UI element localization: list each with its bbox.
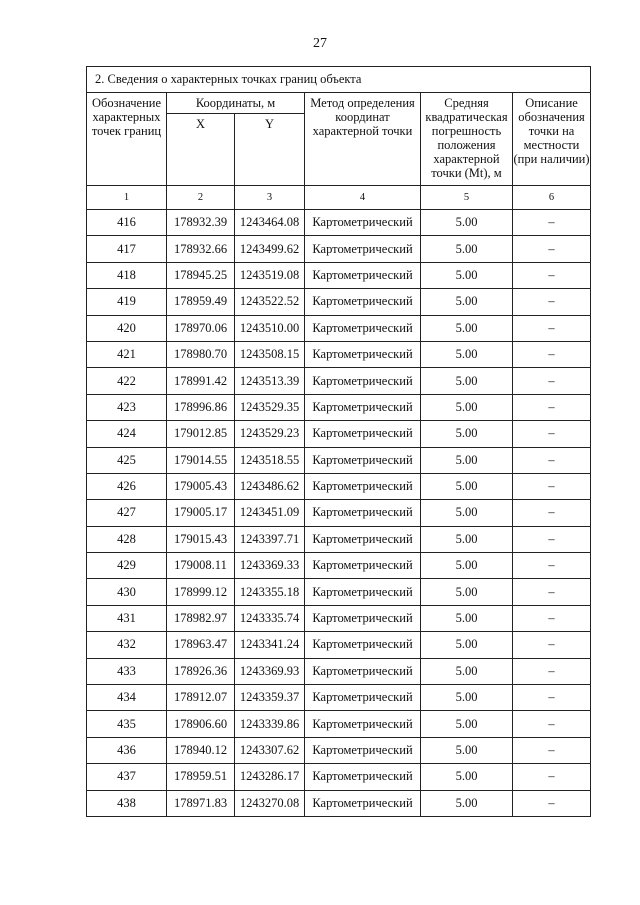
table-row (87, 236, 591, 262)
method-cell: Картометрический (305, 236, 421, 262)
accuracy-cell: 5.00 (421, 236, 513, 262)
description-cell: – (513, 473, 591, 499)
x-coordinate-cell: 178963.47 (167, 632, 235, 658)
method-cell: Картометрический (305, 500, 421, 526)
method-cell: Картометрический (305, 711, 421, 737)
point-id-cell: 433 (87, 658, 167, 684)
accuracy-cell: 5.00 (421, 289, 513, 315)
header-method: Метод определения координат характерной точки (305, 93, 421, 186)
point-id-cell: 418 (87, 262, 167, 288)
header-coordinates: Координаты, м (167, 93, 305, 114)
y-coordinate-cell: 1243486.62 (235, 473, 305, 499)
description-cell: – (513, 605, 591, 631)
description-cell: – (513, 262, 591, 288)
y-coordinate-cell: 1243359.37 (235, 685, 305, 711)
accuracy-cell: 5.00 (421, 685, 513, 711)
method-cell: Картометрический (305, 764, 421, 790)
x-coordinate-cell: 178932.66 (167, 236, 235, 262)
table-row (87, 605, 591, 631)
point-id-cell: 426 (87, 473, 167, 499)
description-cell: – (513, 658, 591, 684)
boundary-points-table (86, 66, 591, 817)
column-number: 6 (513, 186, 591, 210)
x-coordinate-cell: 179008.11 (167, 553, 235, 579)
accuracy-cell: 5.00 (421, 526, 513, 552)
method-cell: Картометрический (305, 737, 421, 763)
x-coordinate-cell: 178912.07 (167, 685, 235, 711)
description-cell: – (513, 394, 591, 420)
accuracy-cell: 5.00 (421, 421, 513, 447)
x-coordinate-cell: 178959.49 (167, 289, 235, 315)
point-id-cell: 430 (87, 579, 167, 605)
y-coordinate-cell: 1243518.55 (235, 447, 305, 473)
method-cell: Картометрический (305, 605, 421, 631)
description-cell: – (513, 553, 591, 579)
header-point-designation: Обозначение характерных точек границ (87, 93, 167, 186)
y-coordinate-cell: 1243335.74 (235, 605, 305, 631)
description-cell: – (513, 236, 591, 262)
table-row (87, 394, 591, 420)
method-cell: Картометрический (305, 473, 421, 499)
method-cell: Картометрический (305, 658, 421, 684)
table-row (87, 368, 591, 394)
y-coordinate-cell: 1243270.08 (235, 790, 305, 816)
accuracy-cell: 5.00 (421, 341, 513, 367)
header-x: X (167, 114, 235, 186)
point-id-cell: 425 (87, 447, 167, 473)
header-accuracy: Средняя квадратическая погрешность положения характерной точки (Mt), м (421, 93, 513, 186)
table-row (87, 526, 591, 552)
point-id-cell: 438 (87, 790, 167, 816)
method-cell: Картометрический (305, 341, 421, 367)
description-cell: – (513, 341, 591, 367)
point-id-cell: 417 (87, 236, 167, 262)
description-cell: – (513, 315, 591, 341)
x-coordinate-cell: 178999.12 (167, 579, 235, 605)
accuracy-cell: 5.00 (421, 737, 513, 763)
accuracy-cell: 5.00 (421, 368, 513, 394)
x-coordinate-cell: 178980.70 (167, 341, 235, 367)
method-cell: Картометрический (305, 210, 421, 236)
x-coordinate-cell: 178940.12 (167, 737, 235, 763)
table-row (87, 553, 591, 579)
x-coordinate-cell: 179005.17 (167, 500, 235, 526)
accuracy-cell: 5.00 (421, 315, 513, 341)
y-coordinate-cell: 1243464.08 (235, 210, 305, 236)
x-coordinate-cell: 178971.83 (167, 790, 235, 816)
y-coordinate-cell: 1243369.93 (235, 658, 305, 684)
point-id-cell: 424 (87, 421, 167, 447)
y-coordinate-cell: 1243369.33 (235, 553, 305, 579)
method-cell: Картометрический (305, 394, 421, 420)
x-coordinate-cell: 179005.43 (167, 473, 235, 499)
method-cell: Картометрический (305, 632, 421, 658)
y-coordinate-cell: 1243307.62 (235, 737, 305, 763)
x-coordinate-cell: 178959.51 (167, 764, 235, 790)
method-cell: Картометрический (305, 685, 421, 711)
y-coordinate-cell: 1243513.39 (235, 368, 305, 394)
accuracy-cell: 5.00 (421, 210, 513, 236)
y-coordinate-cell: 1243529.23 (235, 421, 305, 447)
point-id-cell: 432 (87, 632, 167, 658)
description-cell: – (513, 500, 591, 526)
x-coordinate-cell: 178982.97 (167, 605, 235, 631)
x-coordinate-cell: 178996.86 (167, 394, 235, 420)
x-coordinate-cell: 178906.60 (167, 711, 235, 737)
description-cell: – (513, 579, 591, 605)
x-coordinate-cell: 178932.39 (167, 210, 235, 236)
method-cell: Картометрический (305, 368, 421, 394)
x-coordinate-cell: 178945.25 (167, 262, 235, 288)
accuracy-cell: 5.00 (421, 579, 513, 605)
table-row (87, 210, 591, 236)
section-title: 2. Сведения о характерных точках границ объекта (87, 67, 591, 93)
description-cell: – (513, 632, 591, 658)
method-cell: Картометрический (305, 553, 421, 579)
accuracy-cell: 5.00 (421, 764, 513, 790)
description-cell: – (513, 289, 591, 315)
table-row (87, 341, 591, 367)
y-coordinate-cell: 1243341.24 (235, 632, 305, 658)
table-row (87, 421, 591, 447)
accuracy-cell: 5.00 (421, 632, 513, 658)
x-coordinate-cell: 179012.85 (167, 421, 235, 447)
y-coordinate-cell: 1243286.17 (235, 764, 305, 790)
table-row (87, 632, 591, 658)
x-coordinate-cell: 179015.43 (167, 526, 235, 552)
table-row (87, 711, 591, 737)
x-coordinate-cell: 178991.42 (167, 368, 235, 394)
accuracy-cell: 5.00 (421, 790, 513, 816)
point-id-cell: 421 (87, 341, 167, 367)
point-id-cell: 434 (87, 685, 167, 711)
method-cell: Картометрический (305, 421, 421, 447)
table-header (87, 67, 591, 210)
x-coordinate-cell: 179014.55 (167, 447, 235, 473)
page-number: 27 (313, 36, 327, 51)
description-cell: – (513, 685, 591, 711)
point-id-cell: 431 (87, 605, 167, 631)
description-cell: – (513, 447, 591, 473)
accuracy-cell: 5.00 (421, 605, 513, 631)
table-row (87, 500, 591, 526)
column-number: 2 (167, 186, 235, 210)
description-cell: – (513, 737, 591, 763)
description-cell: – (513, 368, 591, 394)
x-coordinate-cell: 178970.06 (167, 315, 235, 341)
y-coordinate-cell: 1243499.62 (235, 236, 305, 262)
y-coordinate-cell: 1243510.00 (235, 315, 305, 341)
y-coordinate-cell: 1243451.09 (235, 500, 305, 526)
column-numbers-row (87, 186, 591, 210)
method-cell: Картометрический (305, 526, 421, 552)
point-id-cell: 416 (87, 210, 167, 236)
method-cell: Картометрический (305, 579, 421, 605)
header-y: Y (235, 114, 305, 186)
accuracy-cell: 5.00 (421, 447, 513, 473)
table-row (87, 289, 591, 315)
column-number: 3 (235, 186, 305, 210)
x-coordinate-cell: 178926.36 (167, 658, 235, 684)
table-row (87, 473, 591, 499)
method-cell: Картометрический (305, 262, 421, 288)
point-id-cell: 437 (87, 764, 167, 790)
table-row (87, 658, 591, 684)
accuracy-cell: 5.00 (421, 394, 513, 420)
description-cell: – (513, 790, 591, 816)
table-row (87, 262, 591, 288)
header-description: Описание обозначения точки на местности (при наличии) (513, 93, 591, 186)
point-id-cell: 429 (87, 553, 167, 579)
method-cell: Картометрический (305, 315, 421, 341)
y-coordinate-cell: 1243397.71 (235, 526, 305, 552)
accuracy-cell: 5.00 (421, 711, 513, 737)
y-coordinate-cell: 1243519.08 (235, 262, 305, 288)
point-id-cell: 436 (87, 737, 167, 763)
description-cell: – (513, 764, 591, 790)
point-id-cell: 428 (87, 526, 167, 552)
description-cell: – (513, 421, 591, 447)
y-coordinate-cell: 1243508.15 (235, 341, 305, 367)
accuracy-cell: 5.00 (421, 262, 513, 288)
point-id-cell: 420 (87, 315, 167, 341)
point-id-cell: 435 (87, 711, 167, 737)
description-cell: – (513, 210, 591, 236)
table-row (87, 579, 591, 605)
accuracy-cell: 5.00 (421, 658, 513, 684)
accuracy-cell: 5.00 (421, 500, 513, 526)
column-number: 5 (421, 186, 513, 210)
point-id-cell: 423 (87, 394, 167, 420)
description-cell: – (513, 526, 591, 552)
table-row (87, 737, 591, 763)
method-cell: Картометрический (305, 790, 421, 816)
column-number: 1 (87, 186, 167, 210)
table-row (87, 447, 591, 473)
table-row (87, 790, 591, 816)
y-coordinate-cell: 1243355.18 (235, 579, 305, 605)
method-cell: Картометрический (305, 447, 421, 473)
y-coordinate-cell: 1243522.52 (235, 289, 305, 315)
y-coordinate-cell: 1243529.35 (235, 394, 305, 420)
method-cell: Картометрический (305, 289, 421, 315)
description-cell: – (513, 711, 591, 737)
table-row (87, 315, 591, 341)
accuracy-cell: 5.00 (421, 553, 513, 579)
column-number: 4 (305, 186, 421, 210)
table-row (87, 685, 591, 711)
point-id-cell: 419 (87, 289, 167, 315)
point-id-cell: 422 (87, 368, 167, 394)
table-body (87, 210, 591, 817)
accuracy-cell: 5.00 (421, 473, 513, 499)
y-coordinate-cell: 1243339.86 (235, 711, 305, 737)
point-id-cell: 427 (87, 500, 167, 526)
table-row (87, 764, 591, 790)
